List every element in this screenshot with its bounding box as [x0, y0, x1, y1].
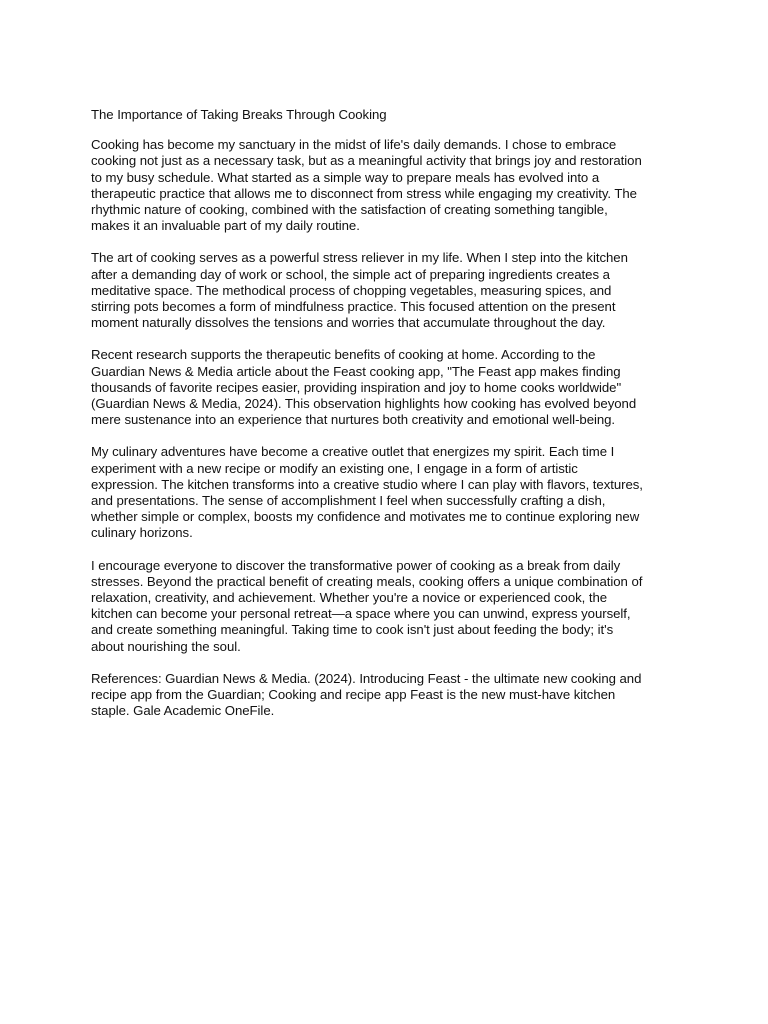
- document-body: [91, 137, 681, 719]
- text-line: stirring pots becomes a form of mindfulness practice. This focused attention on the present: [91, 299, 616, 315]
- text-line: thousands of favorite recipes easier, providing inspiration and joy to home cooks worldwide": [91, 379, 622, 395]
- text-line: therapeutic practice that allows me to disconnect from stress while engaging my creativity. The: [91, 185, 637, 201]
- text-line: References: Guardian News & Media. (2024). Introducing Feast - the ultimate new cooking and: [91, 670, 642, 686]
- text-line: about nourishing the soul.: [91, 638, 241, 654]
- text-line: (Guardian News & Media, 2024). This observation highlights how cooking has evolved beyond: [91, 396, 637, 412]
- text-line: My culinary adventures have become a creative outlet that energizes my spirit. Each time I: [91, 444, 615, 460]
- document-page: [91, 107, 681, 736]
- text-line: stresses. Beyond the practical benefit of creating meals, cooking offers a unique combination of: [91, 573, 643, 589]
- text-line: moment naturally dissolves the tensions and worries that accumulate throughout the day.: [91, 315, 606, 331]
- text-line: cooking not just as a necessary task, but as a meaningful activity that brings joy and restoration: [91, 153, 642, 169]
- text-line: staple. Gale Academic OneFile.: [91, 703, 275, 719]
- body-paragraph: [91, 250, 681, 331]
- text-line: to my busy schedule. What started as a simple way to prepare meals has evolved into a: [91, 169, 600, 185]
- text-line: whether simple or complex, boosts my confidence and motivates me to continue exploring new: [91, 509, 640, 525]
- body-paragraph: [91, 137, 681, 234]
- text-line: experiment with a new recipe or modify an existing one, I engage in a form of artistic: [91, 460, 578, 476]
- text-line: Cooking has become my sanctuary in the midst of life's daily demands. I chose to embrace: [91, 137, 617, 153]
- body-paragraph: [91, 558, 681, 655]
- body-paragraph: [91, 347, 681, 428]
- text-line: rhythmic nature of cooking, combined with the satisfaction of creating something tangible,: [91, 202, 608, 218]
- text-line: culinary horizons.: [91, 525, 193, 541]
- text-line: makes it an invaluable part of my daily routine.: [91, 218, 360, 234]
- text-line: relaxation, creativity, and achievement. Whether you're a novice or experienced cook, the: [91, 590, 608, 606]
- text-line: Guardian News & Media article about the Feast cooking app, "The Feast app makes finding: [91, 363, 621, 379]
- document-title: The Importance of Taking Breaks Through Cooking: [91, 107, 387, 122]
- text-line: kitchen can become your personal retreat—a space where you can unwind, express yourself,: [91, 606, 631, 622]
- text-line: mere sustenance into an experience that nurtures both creativity and emotional well-being.: [91, 412, 616, 428]
- text-line: recipe app from the Guardian; Cooking and recipe app Feast is the new must-have kitchen: [91, 687, 616, 703]
- text-line: expression. The kitchen transforms into a creative studio where I can play with flavors, textures,: [91, 476, 643, 492]
- body-paragraph: [91, 444, 681, 541]
- text-line: meditative space. The methodical process of chopping vegetables, measuring spices, and: [91, 282, 612, 298]
- text-line: after a demanding day of work or school, the simple act of preparing ingredients creates a: [91, 266, 610, 282]
- references-paragraph: [91, 671, 681, 720]
- text-line: Recent research supports the therapeutic benefits of cooking at home. According to the: [91, 347, 596, 363]
- text-line: and create something meaningful. Taking time to cook isn't just about feeding the body; it's: [91, 622, 614, 638]
- text-line: The art of cooking serves as a powerful stress reliever in my life. When I step into the kitchen: [91, 250, 628, 266]
- text-line: and presentations. The sense of accomplishment I feel when successfully crafting a dish,: [91, 493, 606, 509]
- text-line: I encourage everyone to discover the transformative power of cooking as a break from daily: [91, 557, 621, 573]
